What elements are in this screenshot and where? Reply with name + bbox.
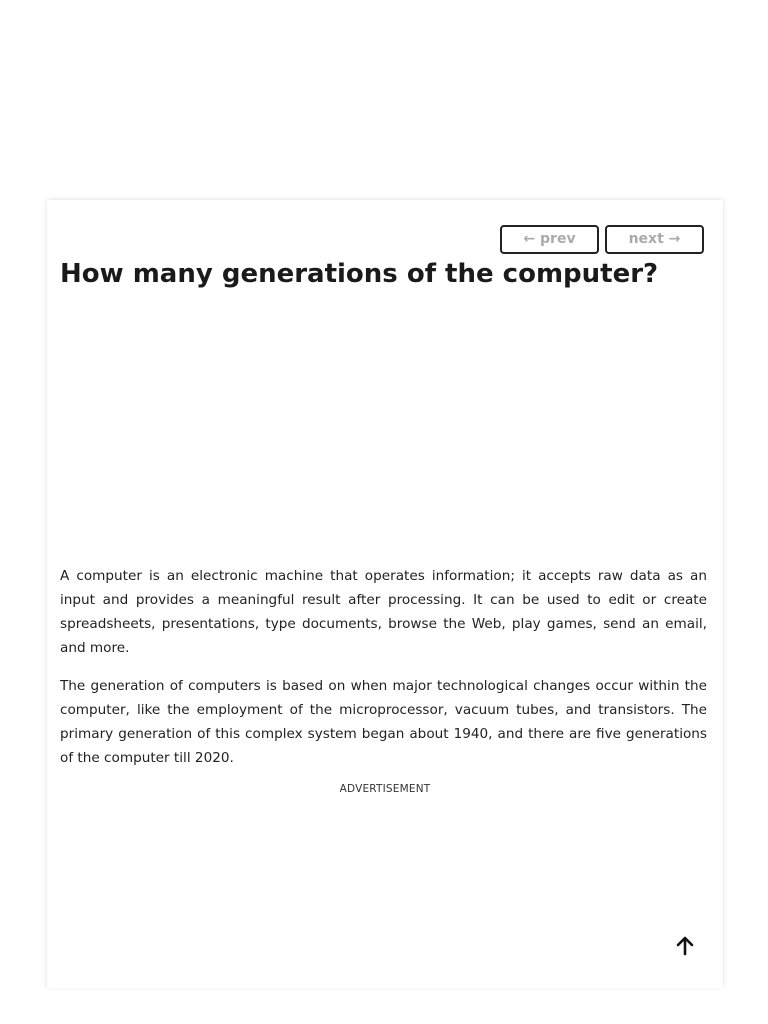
pagination-nav xyxy=(500,225,704,254)
article-card xyxy=(47,200,723,988)
scroll-to-top-button[interactable] xyxy=(671,932,699,960)
arrow-up-icon xyxy=(675,936,695,956)
article-body xyxy=(60,564,707,784)
advertisement-label: ADVERTISEMENT xyxy=(339,783,431,795)
paragraph: A computer is an electronic machine that operates information; it accepts raw data as an input and provides a meaningful result after processing. It can be used to edit or create spreadsheets, presentations, type documents, browse the Web, play games, send an email, and more. xyxy=(60,568,707,656)
paragraph: The generation of computers is based on when major technological changes occur within the computer, like the employment of the microprocessor, vacuum tubes, and transistors. The primary generation of this complex system began about 1940, and there are five generations of the computer till 2020. xyxy=(60,678,707,766)
prev-button[interactable]: ← prev xyxy=(500,225,599,254)
next-button[interactable]: next → xyxy=(605,225,704,254)
page-title: How many generations of the computer? xyxy=(60,259,659,289)
